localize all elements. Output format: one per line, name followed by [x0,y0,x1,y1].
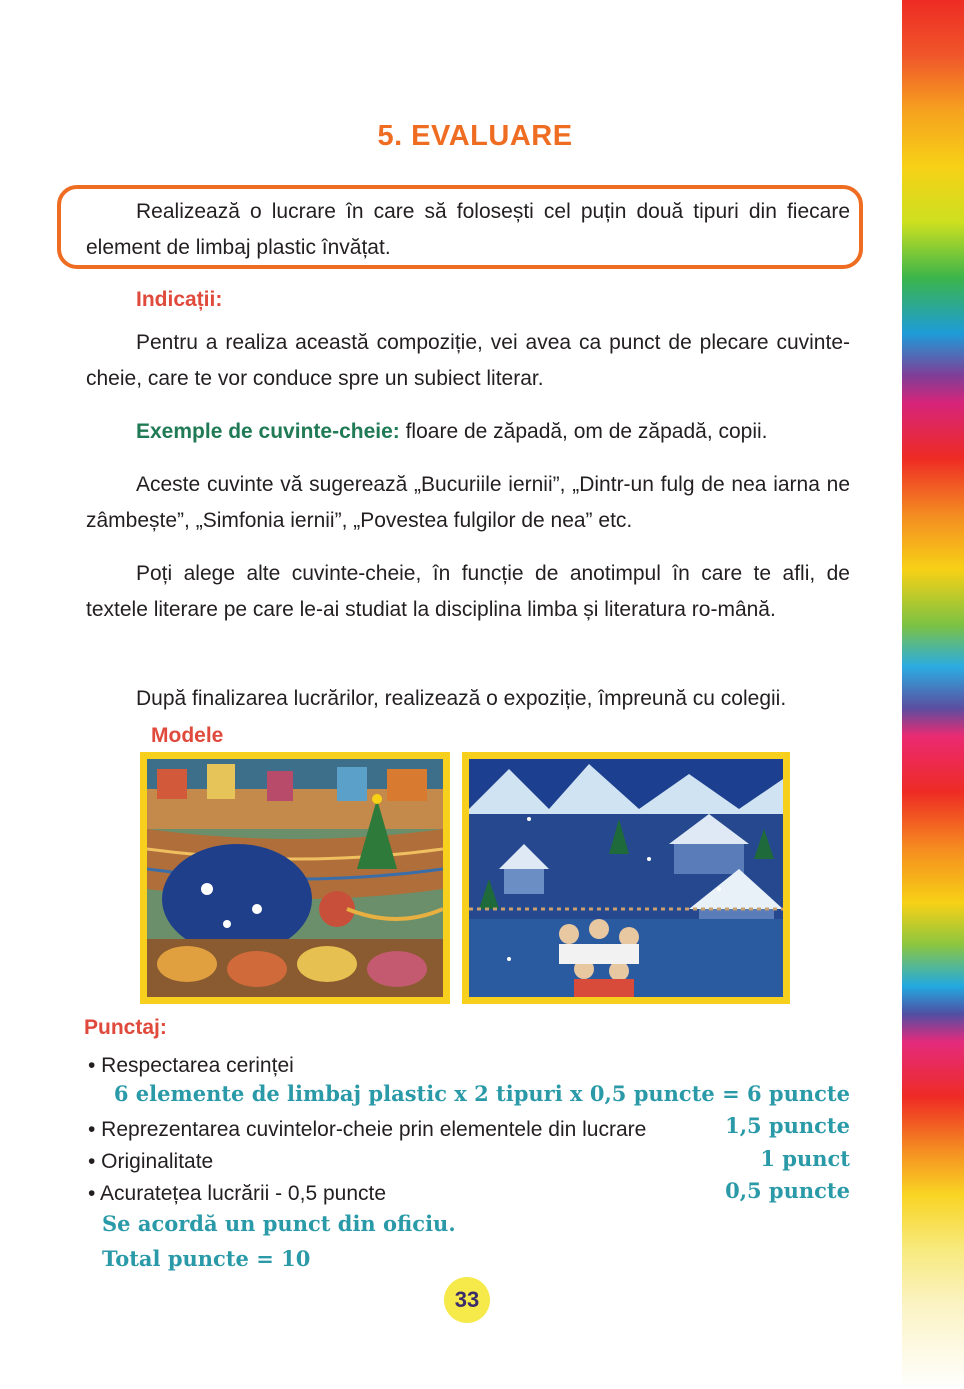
examples-label: Exemple de cuvinte-cheie: [136,420,400,443]
model-painting-2-image [469,759,783,997]
bonus-point-note: Se acordă un punct din oficiu. [102,1211,456,1236]
scoring-item-2-points: 1,5 puncte [725,1113,850,1138]
indications-paragraph-3: Poți alege alte cuvinte-cheie, în funcție de anotimpul în care te afli, de textele literare pe care le-ai studiat la disciplina limba și literatura ro-mână. [86,562,850,621]
indications-heading: Indicații: [136,288,223,311]
scoring-item-3: • Originalitate [88,1150,214,1173]
scoring-item-1: • Respectarea cerinței [88,1054,294,1077]
scoring-item-1-points: 6 elemente de limbaj plastic x 2 tipuri x 0,5 puncte = 6 puncte [113,1081,850,1106]
indications-paragraph-1: Pentru a realiza această compoziție, vei avea ca punct de plecare cuvinte-cheie, care te vor conduce spre un subiect literar. [86,331,850,390]
indications-paragraph-2: Aceste cuvinte vă sugerează „Bucuriile iernii”, „Dintr-un fulg de nea iarna ne zâmbește”, „Simfonia iernii”, „Povestea fulgilor de nea” etc. [86,473,850,532]
examples-text: floare de zăpadă, om de zăpadă, copii. [399,420,768,443]
scoring-item-3-points: 1 punct [760,1146,850,1171]
page-title: 5. EVALUARE [377,120,573,152]
scoring-item-2: • Reprezentarea cuvintelor-cheie prin elementele din lucrare [88,1118,647,1141]
scoring-heading: Punctaj: [84,1016,167,1039]
scoring-item-4-points: 0,5 puncte [725,1178,850,1203]
rainbow-margin-stripe [902,0,964,1389]
model-painting-1-image [147,759,443,997]
page-number: 33 [444,1277,490,1323]
model-painting-2 [462,752,790,1004]
total-points: Total puncte = 10 [102,1246,311,1271]
task-text: Realizează o lucrare în care să folosești cel puțin două tipuri din fiecare element de limbaj plastic învățat. [86,200,850,259]
model-painting-1 [140,752,450,1004]
scoring-item-4: • Acuratețea lucrării - 0,5 puncte [88,1182,387,1205]
indications-paragraph-4: După finalizarea lucrărilor, realizează o expoziție, împreună cu colegii. [136,687,787,710]
examples-paragraph [86,414,850,450]
models-heading: Modele [151,724,224,747]
